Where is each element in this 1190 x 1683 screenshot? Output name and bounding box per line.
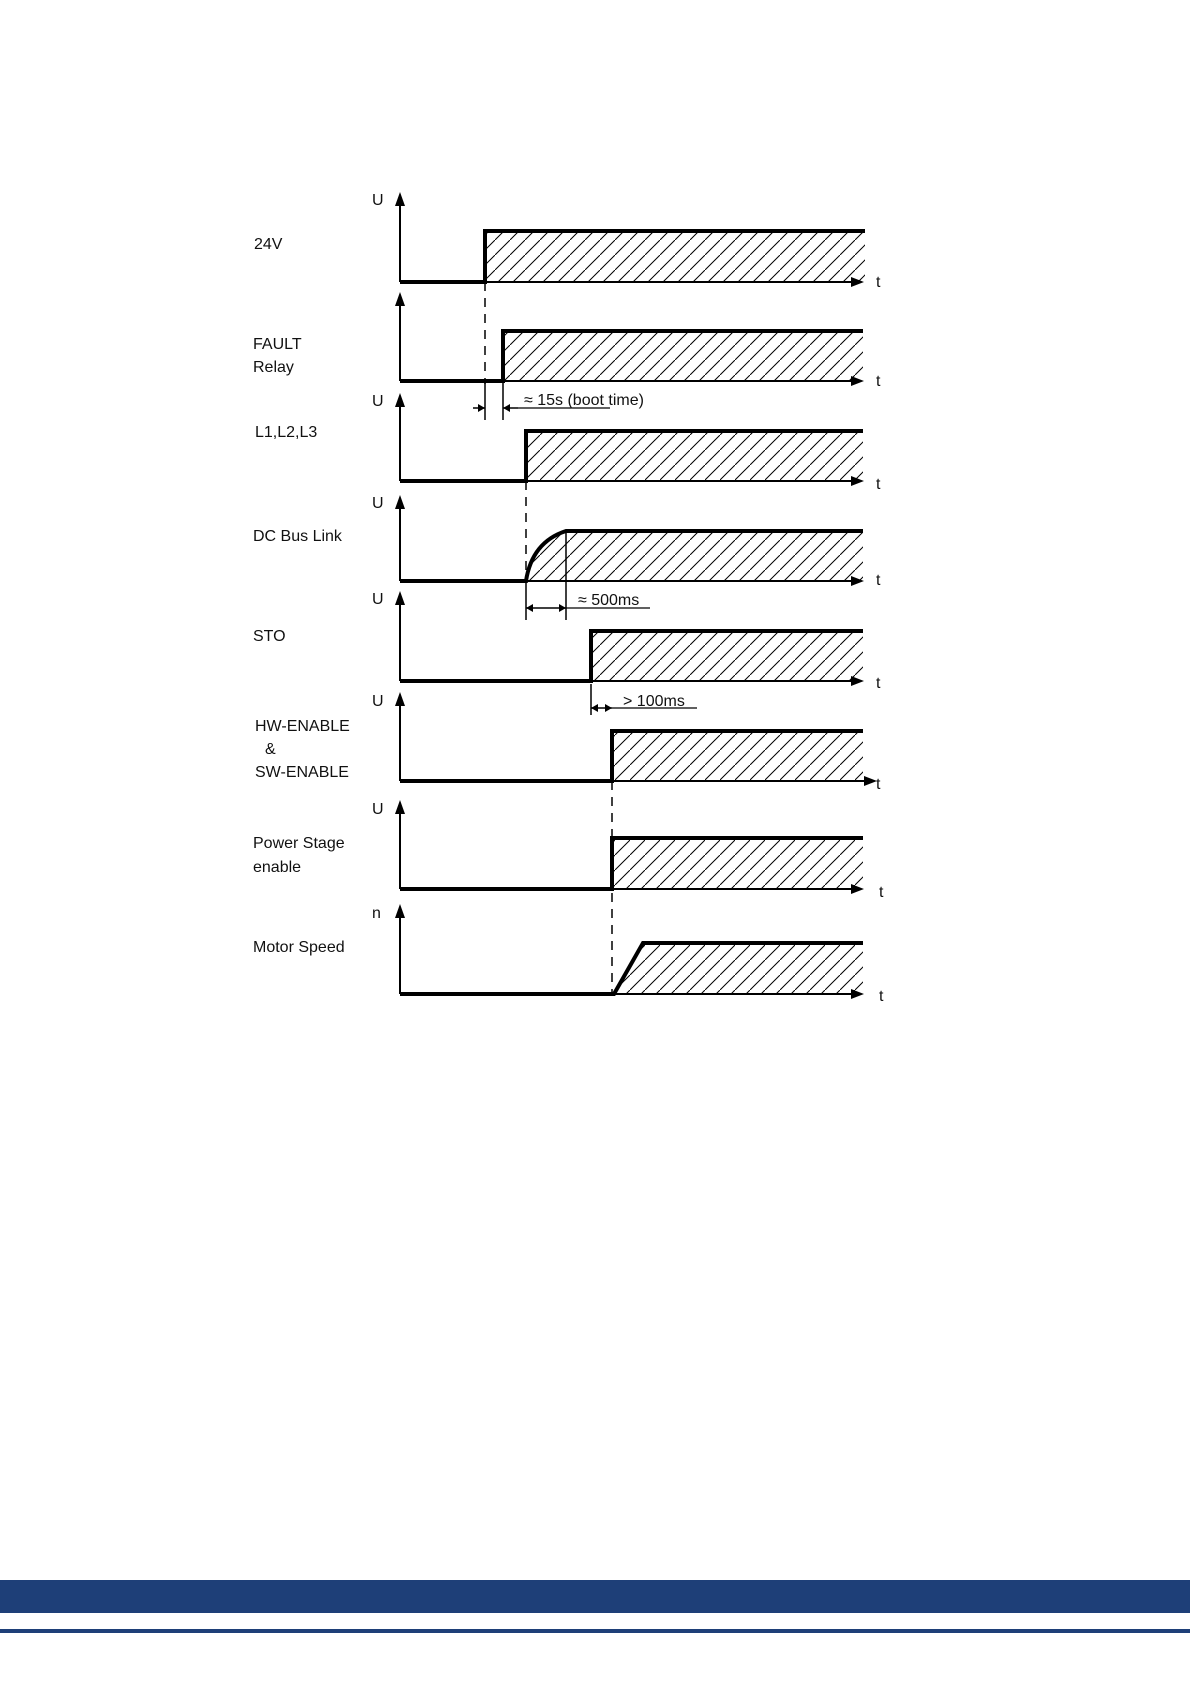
y-axis-arrow-icon [395, 904, 405, 918]
active-hatch-area [526, 531, 863, 581]
axis-label-u: U [372, 192, 384, 209]
footer-rule [0, 1629, 1190, 1633]
y-axis-arrow-icon [395, 591, 405, 605]
active-hatch-area [526, 431, 863, 481]
axis-label-t: t [876, 675, 881, 692]
signal-label-sto: STO [253, 628, 286, 645]
signal-row-dc-bus-link [253, 495, 881, 620]
active-hatch-area [612, 838, 863, 889]
y-axis-arrow-icon [395, 292, 405, 306]
signal-label-dc-bus-link: DC Bus Link [253, 528, 342, 545]
dc-delay-annotation: ≈ 500ms [578, 592, 640, 609]
signal-label-hw-sw-enable: HW-ENABLE & SW-ENABLE [255, 718, 350, 781]
signal-row-fault-relay [253, 292, 881, 390]
signal-row-sto [253, 591, 881, 692]
y-axis-arrow-icon [395, 692, 405, 706]
boot-time-annotation: ≈ 15s (boot time) [524, 392, 644, 409]
dc-delay-dimension [526, 585, 650, 620]
signal-label-motor-speed: Motor Speed [253, 939, 345, 956]
y-axis-arrow-icon [395, 495, 405, 509]
axis-label-t: t [876, 776, 881, 793]
axis-label-n: n [372, 905, 381, 922]
active-hatch-area [485, 231, 865, 282]
footer-bar [0, 1580, 1190, 1613]
signal-row-24v [254, 192, 881, 291]
signal-row-motor-speed [253, 904, 884, 1005]
axis-label-t: t [879, 988, 884, 1005]
boot-time-dimension [473, 382, 644, 420]
y-axis-arrow-icon [395, 393, 405, 407]
axis-label-t: t [876, 572, 881, 589]
sto-delay-annotation: > 100ms [623, 693, 685, 710]
signal-row-power-stage-enable [253, 800, 884, 901]
axis-label-u: U [372, 801, 384, 818]
active-hatch-area [591, 631, 863, 681]
axis-label-t: t [876, 274, 881, 291]
active-hatch-area [612, 731, 863, 781]
signal-label-24v: 24V [254, 236, 283, 253]
axis-label-t: t [879, 884, 884, 901]
axis-label-u: U [372, 393, 384, 410]
signal-row-hw-sw-enable [255, 692, 881, 793]
signal-label-fault-relay: FAULT Relay [253, 336, 302, 376]
axis-label-t: t [876, 476, 881, 493]
signal-label-power-stage-enable: Power Stage enable [253, 835, 345, 876]
signal-label-l1-l2-l3: L1,L2,L3 [255, 424, 318, 441]
axis-label-u: U [372, 591, 384, 608]
active-hatch-area [503, 331, 863, 381]
axis-label-t: t [876, 373, 881, 390]
y-axis-arrow-icon [395, 800, 405, 814]
axis-label-u: U [372, 693, 384, 710]
sto-delay-dimension [591, 684, 697, 715]
axis-label-u: U [372, 495, 384, 512]
y-axis-arrow-icon [395, 192, 405, 206]
active-hatch-area [614, 943, 863, 994]
